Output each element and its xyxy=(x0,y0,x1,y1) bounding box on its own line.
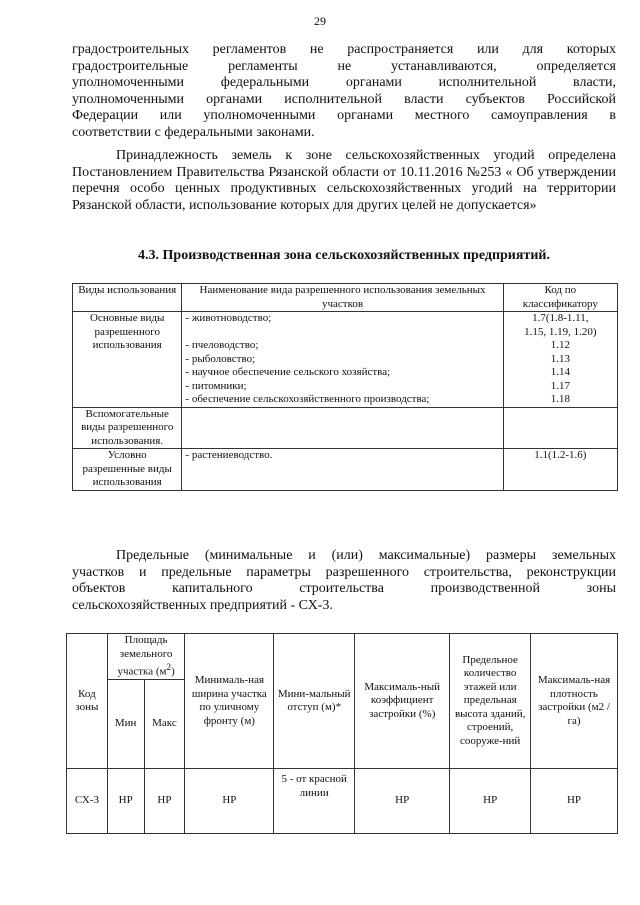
header-cell-use-name: Наименование вида разрешенного использования земельных участков xyxy=(182,284,503,312)
text-line: участков и предельные параметры разрешенного строительства, реконструкции xyxy=(72,564,616,580)
auxiliary-uses-label: Вспомогательные виды разрешенного использования. xyxy=(73,407,182,449)
list-item: - питомники; xyxy=(185,379,247,392)
table-header-row xyxy=(67,634,618,680)
zone-parameters-table xyxy=(66,633,618,834)
header-zone-code: Код зоны xyxy=(67,634,108,769)
list-item: - обеспечение сельскохозяйственного производства; xyxy=(185,393,430,405)
text-line: градостроительных регламентов не распространяется или для которых xyxy=(72,42,616,57)
cell-min-width: НР xyxy=(185,769,274,834)
text-line: соответствии с федеральными законами. xyxy=(72,124,315,140)
conditional-uses-codes xyxy=(503,449,617,491)
code-value: 1.1(1.2-1.6) xyxy=(534,449,587,461)
header-cell-classifier-code: Код по классификатору xyxy=(503,284,617,312)
paragraph-continuation xyxy=(72,42,616,141)
cell-zone-code: СХ-3 xyxy=(67,769,108,834)
conditional-uses-list xyxy=(182,449,503,491)
text-line: сельскохозяйственных предприятий - СХ-3. xyxy=(72,597,333,613)
paragraph-land-ownership: Принадлежность земель к зоне сельскохозяйственных угодий определена Постановлением Правительства Рязанской области от 10.11.2016 №253 « Об утверждении перечня особо ценных продуктивных сельскохозяйственных угодий на территории Рязанской области, использование которых для других целей не допускается» xyxy=(72,148,616,213)
text-line: Предельные (минимальные и (или) максимальные) размеры земельных xyxy=(116,548,616,563)
permitted-use-table xyxy=(72,283,618,491)
cell-min-area: НР xyxy=(107,769,144,834)
code-value: 1.13 xyxy=(550,352,570,365)
list-item: - животноводство; xyxy=(185,312,272,324)
header-max: Макс xyxy=(144,680,185,769)
main-uses-codes xyxy=(503,312,617,408)
auxiliary-uses-codes xyxy=(503,407,617,449)
conditional-uses-label: Условно разрешенные виды использования xyxy=(73,449,182,491)
cell-max-area: НР xyxy=(144,769,185,834)
list-item: - пчеловодство; xyxy=(185,339,259,351)
cell-max-density: НР xyxy=(531,769,618,834)
list-item: - научное обеспечение сельского хозяйства; xyxy=(185,366,391,378)
header-min: Мин xyxy=(107,680,144,769)
code-value: 1.18 xyxy=(550,393,570,405)
code-value: 1.14 xyxy=(550,366,570,378)
text-line: уполномоченными федеральными органами исполнительной власти, xyxy=(72,75,616,90)
page-number: 29 xyxy=(314,14,326,28)
cell-max-floors: НР xyxy=(450,769,531,834)
code-value: 1.12 xyxy=(550,339,570,351)
auxiliary-uses-list xyxy=(182,407,503,449)
header-cell-use-types: Виды использования xyxy=(73,284,182,312)
text-line: Федерации или уполномоченными органами местного самоуправления в xyxy=(72,108,616,123)
cell-max-coefficient: НР xyxy=(355,769,450,834)
header-plot-area: Площадь земельного участка $(м^2)$ xyxy=(107,634,185,680)
header-max-density: Максималь-ная плотность застройки (м2 /га) xyxy=(531,634,618,769)
header-min-width: Минималь-ная ширина участка по уличному фронту (м) xyxy=(185,634,274,769)
list-item: - растениеводство. xyxy=(185,449,273,461)
header-max-coefficient: Максималь-ный коэффициент застройки (%) xyxy=(355,634,450,769)
cell-min-setback: 5 - от красной линии xyxy=(274,769,355,834)
code-value: 1.7(1.8-1.11, xyxy=(532,312,589,324)
table-row-main-uses xyxy=(73,312,618,408)
paragraph-limits xyxy=(72,548,616,614)
list-item: - рыболовство; xyxy=(185,352,256,365)
text-line: уполномоченными органами исполнительной власти субъектов Российской xyxy=(72,91,616,107)
table-row-auxiliary-uses xyxy=(73,407,618,449)
code-value: 1.17 xyxy=(550,379,570,392)
table-row-conditional-uses xyxy=(73,449,618,491)
table-row xyxy=(67,769,618,834)
header-max-floors: Предельное количество этажей или предельная высота зданий, строений, сооруже-ний xyxy=(450,634,531,769)
main-uses-label: Основные виды разрешенного использования xyxy=(73,312,182,408)
main-uses-list xyxy=(182,312,503,408)
list-item-spacer xyxy=(185,326,499,340)
text-line: градостроительные регламенты не устанавливаются, определяется xyxy=(72,58,616,74)
text-line: объектов капитального строительства производственной зоны xyxy=(72,581,616,596)
header-min-setback: Мини-мальный отступ (м)* xyxy=(274,634,355,769)
section-heading: 4.3. Производственная зона сельскохозяйственных предприятий. xyxy=(138,248,550,263)
code-value: 1.15, 1.19, 1.20) xyxy=(524,325,597,338)
table-header-row xyxy=(73,284,618,312)
